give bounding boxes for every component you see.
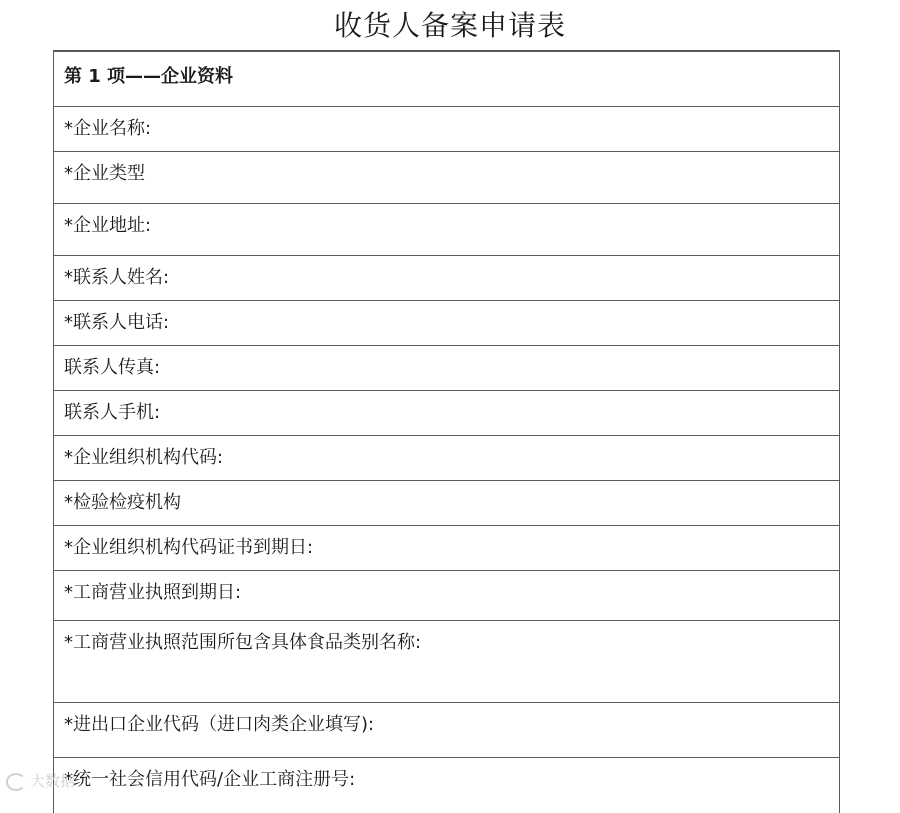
- field-row-license-expiry: [54, 571, 839, 621]
- field-label: 联系人传真:: [64, 357, 161, 378]
- watermark-logo-icon: [6, 773, 26, 791]
- field-row-company-address: [54, 204, 839, 256]
- field-row-inspection-agency: [54, 481, 839, 526]
- section-header-row: [54, 52, 839, 107]
- watermark-text: 大数据: [30, 772, 76, 790]
- field-label: *企业名称:: [64, 118, 152, 139]
- field-row-company-type: [54, 152, 839, 204]
- section-header: 第 1 项——企业资料: [64, 66, 234, 87]
- field-label: *联系人电话:: [64, 312, 170, 333]
- field-row-org-code-expiry: [54, 526, 839, 571]
- field-label: *工商营业执照到期日:: [64, 582, 242, 603]
- field-row-import-export-code: [54, 703, 839, 758]
- field-label: *企业地址:: [64, 215, 152, 236]
- field-row-credit-code: [54, 758, 839, 813]
- field-label: 联系人手机:: [64, 402, 161, 423]
- field-row-org-code: [54, 436, 839, 481]
- field-row-contact-name: [54, 256, 839, 301]
- form-title: 收货人备案申请表: [333, 9, 566, 42]
- field-row-company-name: [54, 107, 839, 152]
- field-label: *工商营业执照范围所包含具体食品类别名称:: [64, 632, 422, 653]
- field-label: *企业类型: [64, 163, 145, 184]
- field-row-contact-fax: [54, 346, 839, 391]
- field-label: *企业组织机构代码:: [64, 447, 224, 468]
- field-row-contact-mobile: [54, 391, 839, 436]
- field-row-contact-phone: [54, 301, 839, 346]
- field-label: *统一社会信用代码/企业工商注册号:: [64, 769, 356, 790]
- field-row-license-food-category: [54, 621, 839, 703]
- field-label: *联系人姓名:: [64, 267, 170, 288]
- watermark: [6, 770, 75, 791]
- field-label: *检验检疫机构: [64, 492, 181, 513]
- form-table: [53, 50, 840, 813]
- field-label: *进出口企业代码（进口肉类企业填写):: [64, 714, 375, 735]
- field-label: *企业组织机构代码证书到期日:: [64, 537, 314, 558]
